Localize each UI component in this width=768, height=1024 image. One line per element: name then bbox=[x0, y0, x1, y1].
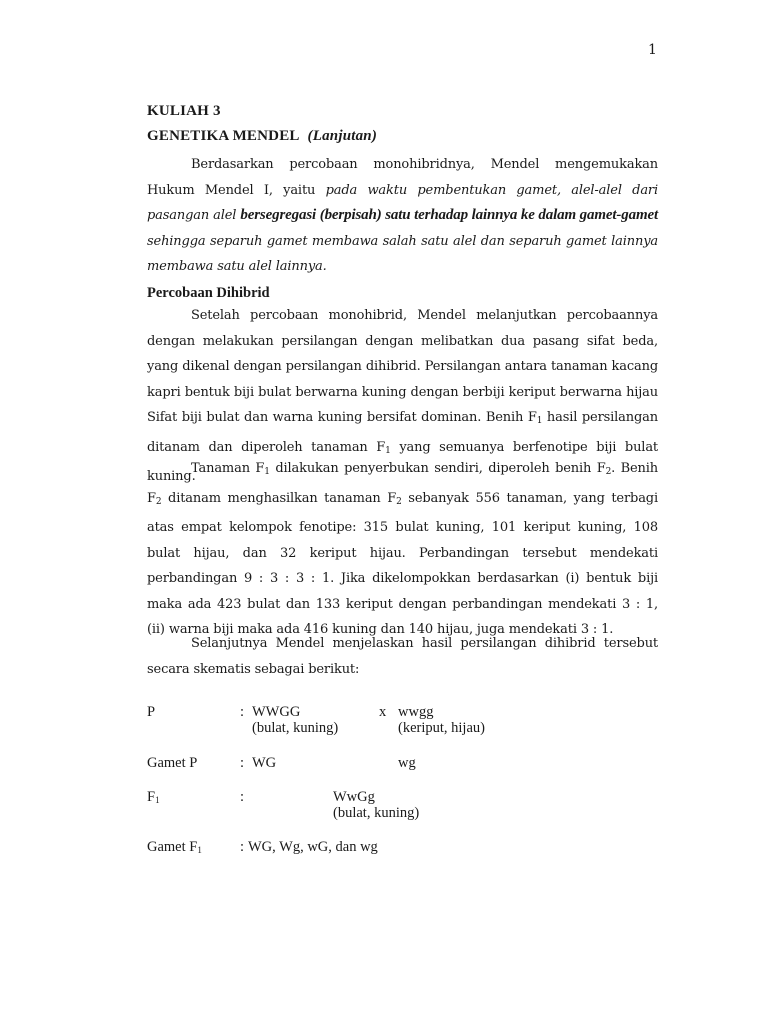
intro-italic: pada waktu pembentukan gamet, alel-alel dari pasangan alel bbox=[147, 182, 658, 223]
schema-colon: : bbox=[240, 755, 245, 771]
phenotype-right: (keriput, hijau) bbox=[398, 720, 485, 736]
subscript: 2 bbox=[155, 496, 162, 507]
para-text: sebanyak 556 tanaman, yang terbagi atas empat kelompok fenotipe: 315 bulat kuning, 101 keriput kuning, 108 bulat hijau, dan 32 keriput hijau. Perbandingan tersebut mendekati perbandingan 9 : 3 : 3 : 1. Jika dikelompokkan berdasarkan (i) bentuk biji maka ada 423 bulat dan 133 keriput dengan perbandingan mendekati 3 : 1, (ii) warna biji maka ada 416 kuning dan 140 hijau, juga mendekati 3 : 1. bbox=[147, 490, 658, 637]
schema-p-left bbox=[252, 704, 338, 736]
schema-gamet-p-label: Gamet P bbox=[147, 755, 198, 771]
schema-colon: : bbox=[240, 839, 245, 855]
intro-paragraph bbox=[147, 152, 658, 280]
schema-gamet-p-left: WG bbox=[252, 755, 277, 771]
schema-gamet-p-right: wg bbox=[398, 755, 416, 771]
para-text: dilakukan penyerbukan sendiri, diperoleh benih F bbox=[269, 461, 606, 476]
intro-bold-italic: bersegregasi (berpisah) satu terhadap lainnya ke dalam gamet-gamet bbox=[240, 207, 658, 223]
phenotype-f1: (bulat, kuning) bbox=[333, 805, 420, 821]
schema-p-right bbox=[398, 704, 485, 736]
genotype-wwgg-dominant: WWGG bbox=[252, 704, 301, 720]
subscript: 1 bbox=[197, 845, 202, 855]
schema-f1-label bbox=[147, 789, 160, 808]
schema-gamet-f1-label bbox=[147, 839, 202, 858]
schema-colon: : bbox=[240, 789, 245, 805]
subscript: 1 bbox=[536, 416, 543, 426]
schema-colon: : bbox=[240, 704, 245, 720]
label-text: Gamet F bbox=[147, 839, 198, 855]
genotype-f1: WwGg bbox=[333, 789, 375, 805]
para-text: yang semuanya berfenotipe biji bulat kuning. bbox=[147, 439, 658, 484]
para-text: Tanaman F bbox=[191, 461, 265, 476]
subscript: 1 bbox=[264, 467, 270, 477]
page-number: 1 bbox=[648, 42, 657, 58]
subscript: 1 bbox=[385, 445, 391, 456]
page-title bbox=[147, 128, 377, 145]
label-text: F bbox=[147, 789, 156, 805]
phenotype-left: (bulat, kuning) bbox=[252, 720, 339, 736]
para-text: ditanam menghasilkan tanaman F bbox=[161, 490, 397, 506]
dihybrid-paragraph-3 bbox=[147, 631, 658, 682]
para-text: . Benih F bbox=[147, 461, 658, 506]
subscript: 1 bbox=[155, 795, 160, 805]
lecture-heading: KULIAH 3 bbox=[147, 103, 221, 119]
para-text: Selanjutnya Mendel menjelaskan hasil persilangan dihibrid tersebut secara skematis sebagai berikut: bbox=[147, 636, 658, 677]
subscript: 2 bbox=[605, 467, 612, 477]
dihybrid-paragraph-2 bbox=[147, 456, 658, 643]
schema-gamet-f1-value: WG, Wg, wG, dan wg bbox=[248, 839, 378, 855]
title-sub: (Lanjutan) bbox=[307, 128, 378, 144]
subscript: 2 bbox=[396, 496, 402, 507]
schema-f1-value bbox=[333, 789, 419, 821]
intro-italic-2: sehingga separuh gamet membawa salah satu alel dan separuh gamet lainnya membawa satu alel lainnya. bbox=[147, 233, 658, 274]
schema-cross: x bbox=[379, 704, 387, 720]
intro-text: Berdasarkan percobaan monohibridnya, Mendel mengemukakan Hukum Mendel I, yaitu bbox=[147, 157, 658, 198]
schema-p-label: P bbox=[147, 704, 156, 720]
para-text: hasil persilangan ditanam dan diperoleh tanaman F bbox=[147, 410, 658, 455]
section-title: Percobaan Dihibrid bbox=[147, 285, 270, 301]
title-main: GENETIKA MENDEL bbox=[147, 128, 300, 144]
para-text: Setelah percobaan monohibrid, Mendel melanjutkan percobaannya dengan melakukan persilangan dengan melibatkan dua pasang sifat beda, yang dikenal dengan persilangan dihibrid. Persilangan antara tanaman kacang kapri bentuk biji bulat berwarna kuning dengan berbiji keriput berwarna hijau Sifat biji bulat dan warna kuning bersifat dominan. Benih F bbox=[147, 308, 658, 425]
genotype-wwgg-recessive: wwgg bbox=[398, 704, 434, 720]
